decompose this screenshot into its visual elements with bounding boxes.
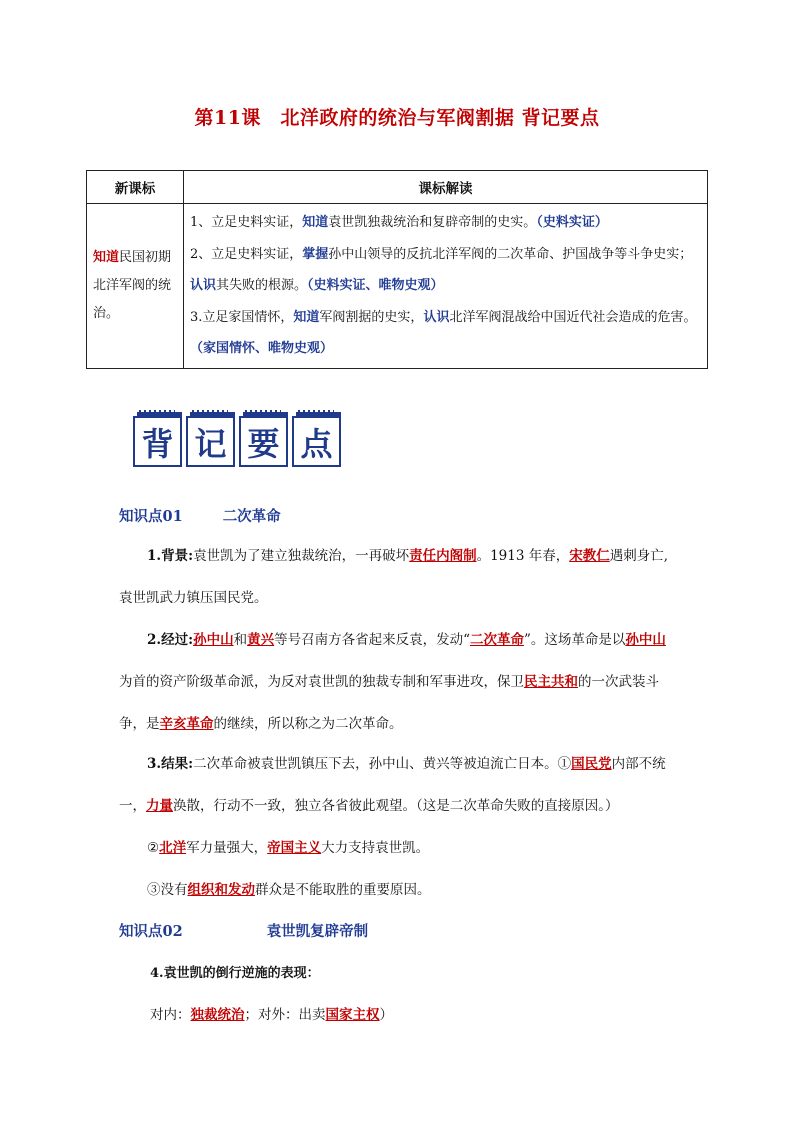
key-term: 北洋	[159, 840, 187, 856]
interpretation-item	[190, 239, 701, 302]
text: 为首的资产阶级革命派，为反对袁世凯的独裁专制和军事进攻，保卫	[119, 674, 524, 690]
badge-char: 背	[133, 416, 182, 467]
keyword: 知道	[302, 215, 329, 230]
text: 的继续，所以称之为二次革命。	[213, 716, 403, 732]
notepad-badge	[239, 412, 288, 465]
point-label: 知识点01	[119, 508, 183, 525]
badge-char: 记	[186, 416, 235, 467]
text: 遇刺身亡,袁世凯武力镇压国民党。	[119, 548, 669, 606]
table-header-row	[87, 171, 708, 204]
key-term: 孙中山	[193, 632, 234, 648]
item-text: 其失败的根源。	[216, 278, 308, 293]
key-term: 责任内阁制	[409, 548, 477, 564]
notepad-badge	[133, 412, 182, 465]
text: 袁世凯为了建立独裁统治，一再破坏	[193, 548, 410, 564]
notepad-badge	[186, 412, 235, 465]
paragraph-background	[119, 535, 679, 619]
text: 军力量强大，	[186, 840, 268, 856]
notepad-badge	[292, 412, 341, 465]
keyword: 认识	[190, 278, 217, 293]
text: ②	[147, 840, 160, 856]
key-term: 民主共和	[524, 674, 578, 690]
core-literacy: （史料实证）	[536, 215, 608, 230]
para-label: 2.经过:	[147, 632, 194, 648]
item-prefix: 2、立足史料实证，	[190, 246, 303, 262]
key-term: 辛亥革命	[159, 716, 214, 732]
para-label: 1.背景:	[147, 548, 194, 564]
keyword: 掌握	[302, 246, 329, 262]
item-prefix: 3.立足家国情怀，	[190, 309, 294, 325]
standard-cell	[87, 204, 184, 369]
key-term: 独裁统治	[190, 1007, 245, 1023]
interpretation-cell	[184, 204, 708, 369]
text: 大力支持袁世凯。	[321, 840, 430, 856]
core-literacy: （家国情怀、唯物史观）	[190, 341, 334, 356]
para-label: 3.结果:	[147, 756, 194, 772]
text: 和	[233, 632, 248, 648]
standard-text: 民国初期北洋军阀的统治。	[93, 249, 172, 321]
text: 涣散，行动不一致，独立各省彼此观望。（这是二次革命失败的直接原因。）	[173, 798, 619, 814]
text: 二次革命被袁世凯镇压下去，孙中山、黄兴等被迫流亡日本。①	[193, 756, 572, 772]
key-term: 孙中山	[625, 632, 666, 648]
point-name: 二次革命	[222, 508, 281, 525]
point-name: 袁世凯复辟帝制	[266, 923, 369, 940]
key-term: 国家主权	[325, 1007, 380, 1023]
item-text: 袁世凯独裁统治和复辟帝制的史实。	[328, 215, 537, 230]
memory-points-banner	[133, 412, 341, 465]
key-term: 组织和发动	[187, 882, 255, 898]
knowledge-point-heading	[119, 920, 368, 941]
result-item-3	[147, 878, 431, 898]
text: 群众是不能取胜的重要原因。	[255, 882, 431, 898]
header-new-standard: 新课标	[87, 171, 184, 204]
item-text: 孙中山领导的反抗北洋军阀的二次革命、护国战争等斗争史实；	[328, 246, 693, 262]
key-term: 二次革命	[469, 632, 524, 648]
keyword: 知道	[293, 309, 320, 325]
text: 。1913 年春，	[476, 548, 570, 564]
actions-line	[150, 1003, 393, 1023]
core-literacy: （史料实证、唯物史观）	[307, 278, 444, 293]
interpretation-item	[190, 302, 701, 365]
paragraph-result	[119, 743, 679, 827]
keyword: 认识	[423, 309, 450, 325]
text: ；对外：出卖	[244, 1007, 326, 1023]
key-term: 力量	[146, 798, 173, 814]
key-term: 宋教仁	[569, 548, 610, 564]
badge-char: 要	[239, 416, 288, 467]
item-text: 军阀割据的史实，	[319, 309, 424, 325]
item-text: 北洋军阀混战给中国近代社会造成的危害。	[449, 309, 697, 325]
subheading-actions: 4.袁世凯的倒行逆施的表现：	[150, 966, 320, 981]
key-term: 国民党	[571, 756, 612, 772]
result-item-2	[147, 836, 429, 856]
text: ）	[379, 1007, 393, 1023]
paragraph-process	[119, 619, 679, 745]
item-prefix: 1、立足史料实证，	[190, 215, 303, 230]
text: 内部不统一，	[119, 756, 666, 814]
curriculum-table	[86, 170, 708, 369]
page-title: 第11课 北洋政府的统治与军阀割据 背记要点	[194, 107, 600, 129]
point-label: 知识点02	[119, 923, 183, 940]
table-row	[87, 204, 708, 369]
keyword: 知道	[93, 249, 120, 265]
text: ”。这场革命是以	[523, 632, 626, 648]
header-interpretation: 课标解读	[184, 171, 708, 204]
badge-char: 点	[292, 416, 341, 467]
key-term: 黄兴	[247, 632, 275, 648]
text: 等号召南方各省起来反袁，发动“	[274, 632, 470, 648]
text: 的一次武装斗争，是	[119, 674, 659, 732]
knowledge-point-heading	[119, 505, 281, 526]
text: ③没有	[147, 882, 188, 898]
key-term: 帝国主义	[267, 840, 322, 856]
text: 对内：	[150, 1007, 191, 1023]
interpretation-item	[190, 207, 701, 239]
